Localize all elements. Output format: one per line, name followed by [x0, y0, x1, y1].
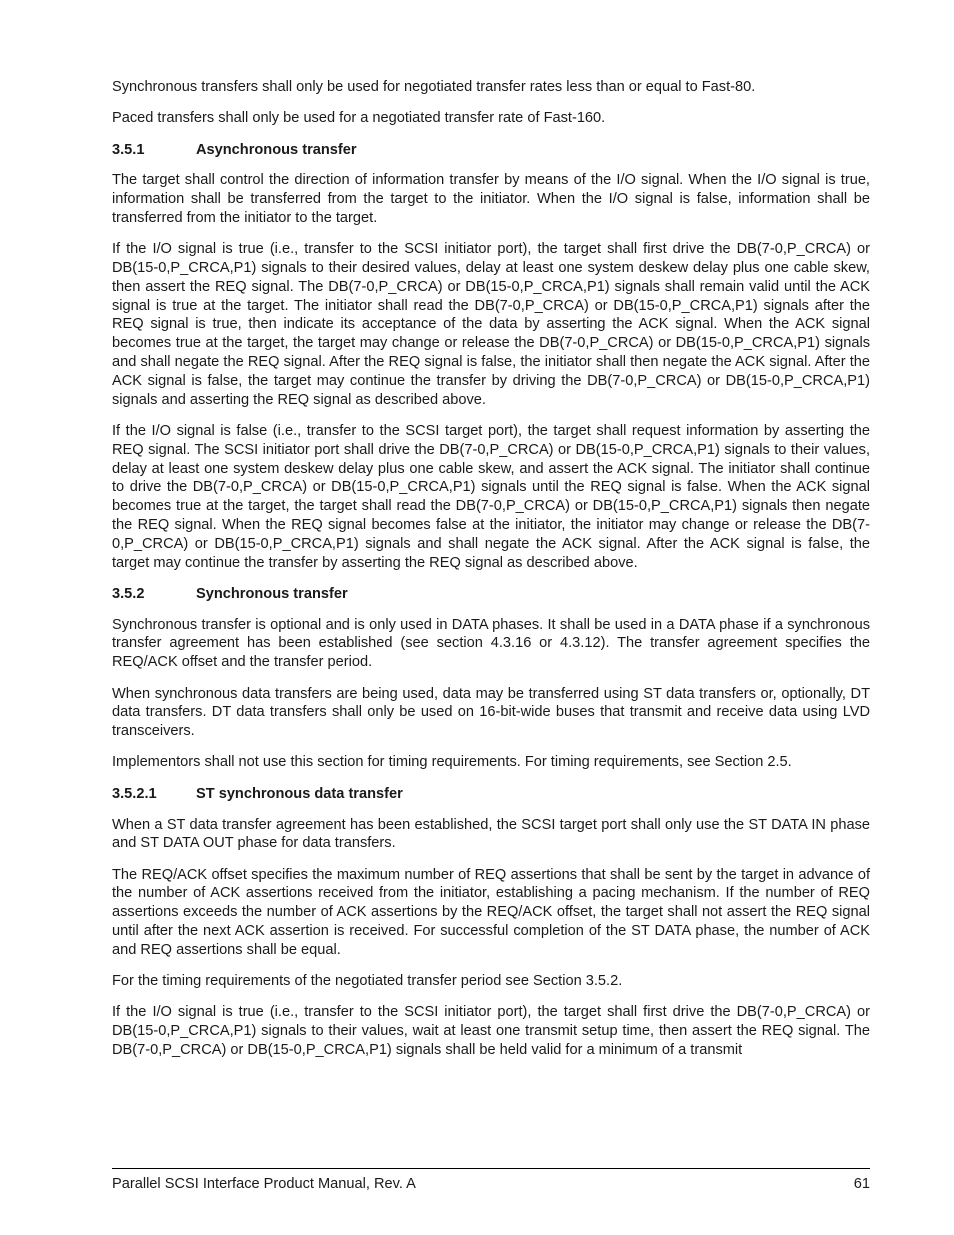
section-number: 3.5.1 [112, 141, 145, 158]
body-paragraph: The REQ/ACK offset specifies the maximum number of REQ assertions that shall be sent by the target in advance of the number of ACK assertions received from the initiator, establishing a pacing mechanism. If the number of REQ assertions exceeds the number of ACK assertions by the REQ/ACK offset, the target shall not assert the REQ signal until after the next ACK assertion is received. For successful completion of the ST DATA phase, the number of ACK and REQ assertions shall be equal. [112, 866, 870, 958]
body-paragraph: The target shall control the direction of information transfer by means of the I/O signal. When the I/O signal is true, information shall be transferred from the target to the initiator. When the I/O signal is false, information shall be transferred from the initiator to the target. [112, 172, 870, 226]
page-number: 61 [853, 1176, 870, 1192]
body-paragraph: For the timing requirements of the negotiated transfer period see Section 3.5.2. [112, 973, 623, 990]
section-title: ST synchronous data transfer [196, 785, 403, 802]
section-title: Synchronous transfer [196, 585, 348, 602]
page-footer [112, 1175, 870, 1193]
body-paragraph: If the I/O signal is true (i.e., transfer to the SCSI initiator port), the target shall first drive the DB(7-0,P_CRCA) or DB(15-0,P_CRCA,P1) signals to their values, wait at least one transmit setup time, then assert the REQ signal. The DB(7-0,P_CRCA) or DB(15-0,P_CRCA,P1) signals shall be held valid for a minimum of a transmit [112, 1004, 870, 1058]
body-paragraph: If the I/O signal is true (i.e., transfer to the SCSI initiator port), the target shall first drive the DB(7-0,P_CRCA) or DB(15-0,P_CRCA,P1) signals to their desired values, delay at least one system deskew delay plus one cable skew, then assert the REQ signal. The DB(7-0,P_CRCA) or DB(15-0,P_CRCA,P1) signals shall remain valid until the ACK signal is true at the target. The initiator shall read the DB(7-0,P_CRCA) or DB(15-0,P_CRCA,P1) signals after the REQ signal is true, then indicate its acceptance of the data by asserting the ACK signal. When the ACK signal becomes true at the target, the target may change or release the DB(7-0,P_CRCA) or DB(15-0,P_CRCA,P1) signals and shall negate the REQ signal. After the REQ signal is false, the initiator shall then negate the ACK signal. After the ACK signal is false, the target may continue the transfer by driving the DB(7-0,P_CRCA) or DB(15-0,P_CRCA,P1) signals and asserting the REQ signal as described above. [112, 241, 870, 408]
intro-paragraph-1: Synchronous transfers shall only be used for negotiated transfer rates less than or equal to Fast-80. [112, 79, 756, 95]
section-title: Asynchronous transfer [196, 141, 357, 158]
section-number: 3.5.2.1 [112, 785, 157, 802]
section-number: 3.5.2 [112, 585, 145, 602]
section-heading-3-5-1 [112, 141, 870, 160]
body-paragraph: Synchronous transfer is optional and is only used in DATA phases. It shall be used in a DATA phase if a synchronous transfer agreement has been established (see section 4.3.16 or 4.3.12). The transfer agreement specifies the REQ/ACK offset and the transfer period. [112, 616, 870, 671]
section-heading-3-5-2 [112, 585, 870, 604]
body-paragraph: Implementors shall not use this section for timing requirements. For timing requirements, see Section 2.5. [112, 754, 792, 771]
body-paragraph: When a ST data transfer agreement has been established, the SCSI target port shall only use the ST DATA IN phase and ST DATA OUT phase for data transfers. [112, 816, 870, 852]
intro-paragraph-2: Paced transfers shall only be used for a negotiated transfer rate of Fast-160. [112, 110, 606, 127]
footer-title: Parallel SCSI Interface Product Manual, Rev. A [112, 1176, 416, 1192]
footer-divider [112, 1168, 870, 1169]
body-paragraph: If the I/O signal is false (i.e., transfer to the SCSI target port), the target shall request information by asserting the REQ signal. The SCSI initiator port shall drive the DB(7-0,P_CRCA) or DB(15-0,P_CRCA,P1) signals to their values, delay at least one system deskew delay plus one cable skew, and assert the ACK signal. The initiator shall continue to drive the DB(7-0,P_CRCA) or DB(15-0,P_CRCA,P1) signals until the REQ signal is false. When the ACK signal becomes true at the target, the target shall read the DB(7-0,P_CRCA) or DB(15-0,P_CRCA,P1) signals then negate the REQ signal. When the REQ signal becomes false at the initiator, the initiator may change or release the DB(7-0,P_CRCA) or DB(15-0,P_CRCA,P1) signals and shall negate the ACK signal. After the ACK signal is false, the target may continue the transfer by asserting the REQ signal as described above. [112, 422, 870, 571]
section-heading-3-5-2-1 [112, 785, 870, 804]
document-body [112, 78, 870, 1072]
body-paragraph: When synchronous data transfers are being used, data may be transferred using ST data transfers or, optionally, DT data transfers. DT data transfers shall only be used on 16-bit-wide buses that transmit and receive data using LVD transceivers. [112, 685, 870, 740]
